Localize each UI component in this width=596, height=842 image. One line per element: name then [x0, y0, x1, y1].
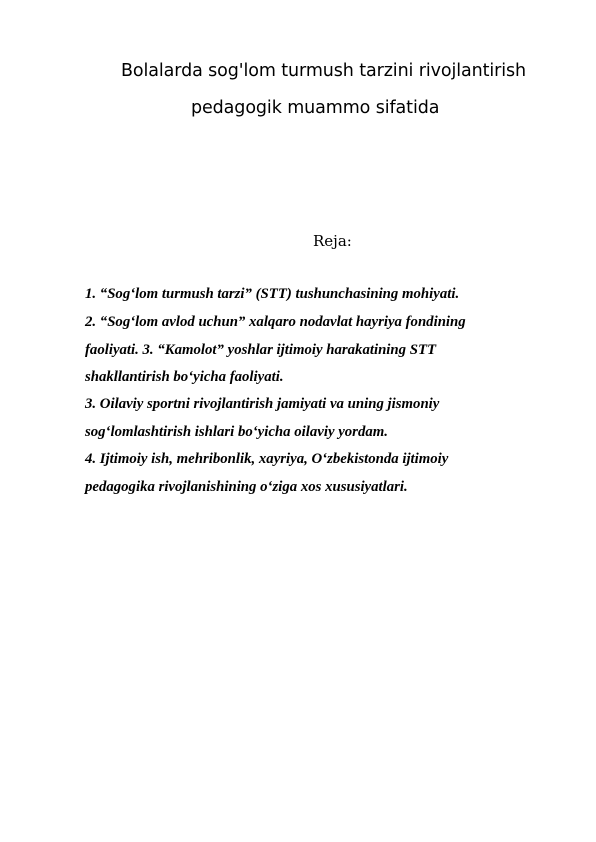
plan-heading: Reja:: [313, 232, 352, 250]
plan-line: 1. “Sog‘lom turmush tarzi” (STT) tushunchasining mohiyati.: [85, 286, 460, 302]
plan-line: pedagogika rivojlanishining o‘ziga xos xususiyatlari.: [85, 479, 408, 495]
plan-line: 2. “Sog‘lom avlod uchun” xalqaro nodavlat hayriya fondining: [85, 314, 466, 330]
document-title-line-2: pedagogik muammo sifatida: [191, 98, 440, 118]
plan-line: faoliyati. 3. “Kamolot” yoshlar ijtimoiy harakatining STT: [85, 342, 437, 358]
plan-line: sog‘lomlashtirish ishlari bo‘yicha oilaviy yordam.: [85, 424, 388, 440]
plan-line: shakllantirish bo‘yicha faoliyati.: [85, 369, 284, 385]
document-title-line-1: Bolalarda sog'lom turmush tarzini rivojlantirish: [121, 61, 527, 81]
plan-line: 3. Oilaviy sportni rivojlantirish jamiyati va uning jismoniy: [85, 396, 440, 412]
plan-line: 4. Ijtimoiy ish, mehribonlik, xayriya, O‘zbekistonda ijtimoiy: [85, 451, 449, 467]
